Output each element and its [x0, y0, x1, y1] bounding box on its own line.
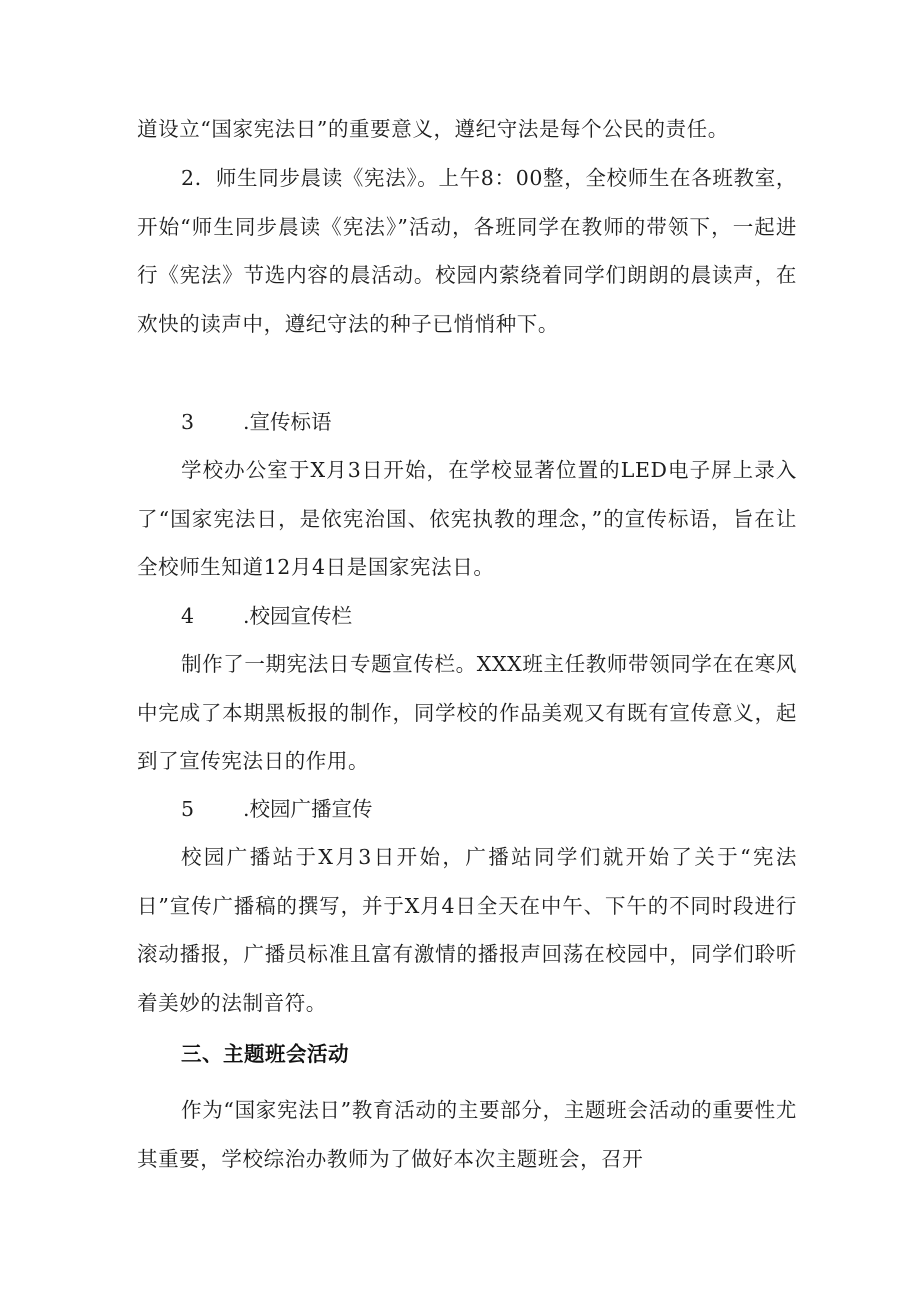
- subheading-title: .校园广播宣传: [243, 797, 373, 821]
- subheading-item-4: [181, 592, 352, 641]
- paragraph-item-4: 制作了一期宪法日专题宣传栏。XXX班主任教师带领同学在在寒风中完成了本期黑板报的制作，同学校的作品美观又有既有宣传意义，起到了宣传宪法日的作用。: [137, 652, 797, 773]
- section-heading-3: 三、主题班会活动: [181, 1042, 349, 1066]
- subheading-item-5: [181, 785, 373, 834]
- subheading-number: 4: [181, 604, 195, 628]
- paragraph-section-3: 作为“国家宪法日”教育活动的主要部分，主题班会活动的重要性尤其重要，学校综治办教师为了做好本次主题班会，召开: [137, 1098, 797, 1171]
- subheading-title: .宣传标语: [243, 410, 332, 434]
- subheading-item-3: [181, 398, 332, 447]
- paragraph-item-2: 2．师生同步晨读《宪法》。上午8：00整，全校师生在各班教室，开始“师生同步晨读《宪法》”活动，各班同学在教师的带领下，一起进行《宪法》节选内容的晨活动。校园内萦绕着同学们朗朗的晨读声，在欢快的读声中，遵纪守法的种子已悄悄种下。: [137, 166, 797, 336]
- paragraph-continuation: 道设立“国家宪法日”的重要意义，遵纪守法是每个公民的责任。: [137, 117, 729, 141]
- paragraph-item-5: 校园广播站于X月3日开始，广播站同学们就开始了关于“宪法日”宣传广播稿的撰写，并于X月4日全天在中午、下午的不同时段进行滚动播报，广播员标准且富有激情的播报声回荡在校园中，同学们聆听着美妙的法制音符。: [137, 845, 797, 1015]
- subheading-title: .校园宣传栏: [243, 604, 353, 628]
- paragraph-item-3: 学校办公室于X月3日开始，在学校显著位置的LED电子屏上录入了“国家宪法日，是依宪治国、依宪执教的理念，”的宣传标语，旨在让全校师生知道12月4日是国家宪法日。: [137, 458, 797, 579]
- subheading-number: 3: [181, 410, 195, 434]
- subheading-number: 5: [181, 797, 195, 821]
